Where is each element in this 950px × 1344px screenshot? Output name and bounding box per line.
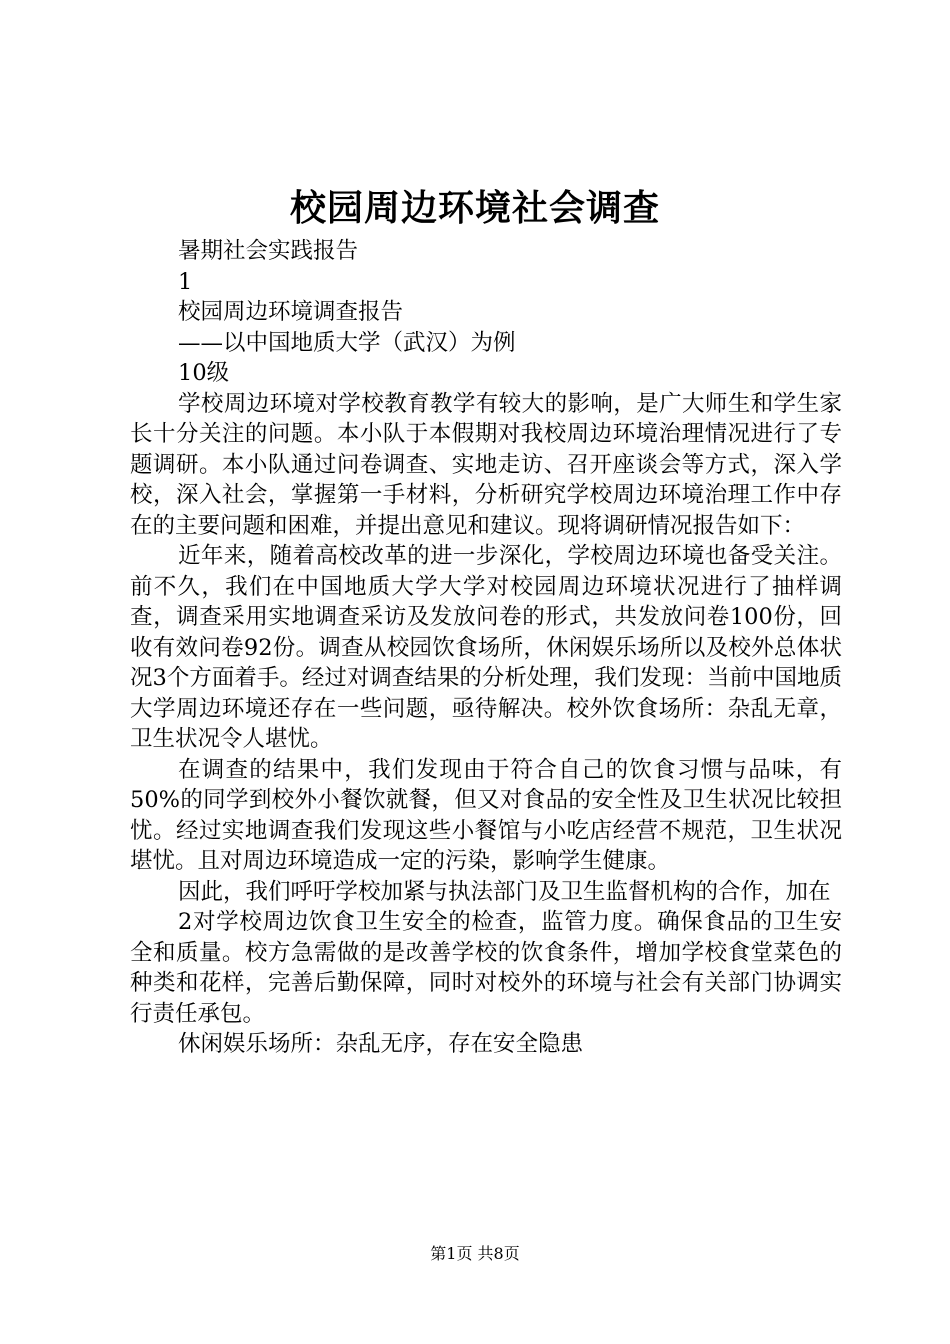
report-subtitle-line: ——以中国地质大学（武汉）为例	[178, 329, 516, 356]
paragraph-intro: 学校周边环境对学校教育教学有较大的影响，是广大师生和学生家长十分关注的问题。本小队于本假期对我校周边环境治理情况进行了专题调研。本小队通过问卷调查、实地走访、召开座谈会等方式，深入学校，深入社会，掌握第一手材料，分析研究学校周边环境治理工作中存在的主要问题和困难，并提出意见和建议。现将调研情况报告如下：	[130, 390, 842, 539]
report-title-line: 校园周边环境调查报告	[178, 299, 404, 325]
paragraph-results: 在调查的结果中，我们发现由于符合自己的饮食习惯与品味，有50%的同学到校外小餐饮就餐，但又对食品的安全性及卫生状况比较担忧。经过实地调查我们发现这些小餐馆与小吃店经营不规范，卫生状况堪忧。且对周边环境造成一定的污染，影响学生健康。	[130, 756, 842, 874]
page-footer: 第1页 共8页	[430, 1244, 520, 1263]
paragraph-survey: 近年来，随着高校改革的进一步深化，学校周边环境也备受关注。前不久，我们在中国地质大学大学对校园周边环境状况进行了抽样调查，调查采用实地调查采访及发放问卷的形式，共发放问卷100份，回收有效问卷92份。调查从校园饮食场所，休闲娱乐场所以及校外总体状况3个方面着手。经过对调查结果的分析处理，我们发现：当前中国地质大学周边环境还存在一些问题，亟待解决。校外饮食场所：杂乱无章，卫生状况令人堪忧。	[130, 543, 842, 752]
section-number-line: 1	[178, 268, 193, 295]
document-body	[130, 236, 842, 1060]
grade-line: 10级	[178, 360, 230, 386]
paragraph-appeal: 因此，我们呼吁学校加紧与执法部门及卫生监督机构的合作，加在	[178, 878, 831, 905]
paragraph-entertainment: 休闲娱乐场所：杂乱无序，存在安全隐患	[178, 1031, 584, 1057]
paragraph-inspection: 2对学校周边饮食卫生安全的检查，监管力度。确保食品的卫生安全和质量。校方急需做的是改善学校的饮食条件，增加学校食堂菜色的种类和花样，完善后勤保障，同时对校外的环境与社会有关部门协调实行责任承包。	[130, 909, 842, 1027]
subtitle-line: 暑期社会实践报告	[178, 238, 359, 264]
document-title: 校园周边环境社会调查	[289, 187, 660, 229]
